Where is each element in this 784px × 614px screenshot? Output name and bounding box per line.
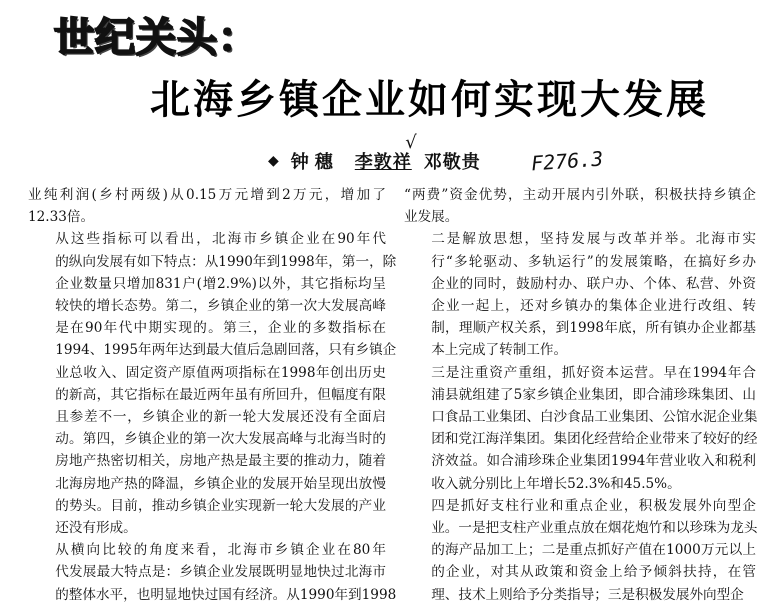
left-column-line: 北海房地产热的降温，乡镇企业的发展开始呈现出放慢 <box>55 475 386 492</box>
author-zhong-sui: 钟穗 <box>290 152 339 173</box>
left-column <box>28 184 397 606</box>
diamond-icon: ◆ <box>268 153 279 169</box>
right-column-paragraph <box>404 362 756 495</box>
left-column-line: 业总收入、固定资产原值两项指标在1998年创出历史 <box>55 364 386 381</box>
article-title: 北海乡镇企业如何实现大发展 <box>150 77 709 123</box>
byline <box>268 132 604 176</box>
left-column-paragraph <box>28 228 397 539</box>
right-column-line: 企业一起上，还对乡镇办的集体企业进行改组、转 <box>431 298 756 315</box>
right-column-line: 二是解放思想，坚持发展与改革并举。北海市实 <box>431 231 756 248</box>
left-column-paragraph <box>28 184 386 228</box>
right-column-line: 业。一是把支柱产业重点放在烟花炮竹和以珍珠为龙头 <box>431 520 758 537</box>
right-column-paragraph <box>404 495 756 606</box>
right-column-line: 三是注重资产重组，抓好资本运营。早在1994年合 <box>431 364 756 381</box>
right-column-line: 行“多轮驱动、多轨运行”的发展策略，在搞好乡办 <box>431 253 756 270</box>
right-column-line: 理、技术上则给予分类指导；三是积极发展外向型企 <box>431 586 744 603</box>
right-column-line: 四是抓好支柱行业和重点企业，积极发展外向型企 <box>431 497 756 514</box>
right-column-line: 制，理顺产权关系，到1998年底，所有镇办企业都基 <box>431 320 756 337</box>
right-column-paragraph <box>404 228 756 361</box>
left-column-paragraph <box>28 539 397 606</box>
section-kicker: 世纪关头： <box>54 15 259 61</box>
author-li-dunxiang <box>354 132 418 174</box>
right-column-paragraph <box>404 184 756 228</box>
left-column-line: 较快的增长态势。第二，乡镇企业的第一次大发展高峰 <box>55 298 386 315</box>
left-column-line: 的势头。目前，推动乡镇企业实现新一轮大发展的产业 <box>55 497 386 514</box>
right-column-line: 企业的同时，鼓励村办、联户办、个体、私营、外资 <box>431 275 756 292</box>
left-column-line: 动。第四，乡镇企业的第一次大发展高峰与北海当时的 <box>55 431 386 448</box>
left-column-line: 业纯利润(乡村两级)从0.15万元增到2万元，增加了 <box>28 187 386 203</box>
left-column-line: 12.33倍。 <box>28 209 95 226</box>
right-column-line: “两费”资金优势，主动开展内引外联，积极扶持乡镇企 <box>404 187 756 203</box>
right-column-line: 本上完成了转制工作。 <box>431 342 568 359</box>
left-column-line: 从这些指标可以看出，北海市乡镇企业在90年代 <box>55 231 386 248</box>
left-column-line: 的纵向发展有如下特点：从1990年到1998年，第一，除 <box>55 253 397 270</box>
right-column-line: 业发展。 <box>404 209 459 226</box>
left-column-line: 房地产热密切相关，房地产热是最主要的推动力，随着 <box>55 453 386 470</box>
right-column <box>404 184 756 606</box>
left-column-line: 还没有形成。 <box>55 520 137 537</box>
right-column-line: 收入就分别比上年增长52.3%和45.5%。 <box>431 475 681 492</box>
left-column-line: 的新高，其它指标在最近两年虽有所回升，但幅度有限 <box>55 386 386 403</box>
left-column-line: 代发展最大特点是：乡镇企业发展既明显地快过北海市 <box>55 564 386 581</box>
left-column-line: 是在90年代中期实现的。第三，企业的多数指标在 <box>55 320 386 337</box>
left-column-line: 且参差不一，乡镇企业的新一轮大发展还没有全面启 <box>55 409 386 426</box>
classification-code: F276.3 <box>530 146 604 176</box>
left-column-line: 企业数量只增加831户(增2.9%)以外，其它指标均呈 <box>55 275 386 292</box>
author-li-dunxiang-name: 李敦祥 <box>354 152 412 173</box>
right-column-line: 浦县就组建了5家乡镇企业集团，即合浦珍珠集团、山 <box>431 386 756 403</box>
left-column-line: 的整体水平，也明显地快过国有经济。从1990年到1998 <box>55 586 397 603</box>
left-column-line: 从横向比较的角度来看，北海市乡镇企业在80年 <box>55 542 386 559</box>
right-column-line: 济效益。如合浦珍珠企业集团1994年营业收入和税利 <box>431 453 756 470</box>
right-column-line: 的企业，对其从政策和资金上给予倾斜扶持，在管 <box>431 564 756 581</box>
right-column-line: 团和党江海洋集团。集团化经营给企业带来了较好的经 <box>431 431 758 448</box>
right-column-line: 口食品工业集团、白沙食品工业集团、公馆水泥企业集 <box>431 409 758 426</box>
right-column-line: 的海产品加工上；二是重点抓好产值在1000万元以上 <box>431 542 756 559</box>
left-column-line: 1994、1995年两年达到最大值后急剧回落，只有乡镇企 <box>55 342 397 359</box>
author-deng-jinggui: 邓敬贵 <box>423 152 481 173</box>
check-mark-icon: √ <box>405 132 418 153</box>
